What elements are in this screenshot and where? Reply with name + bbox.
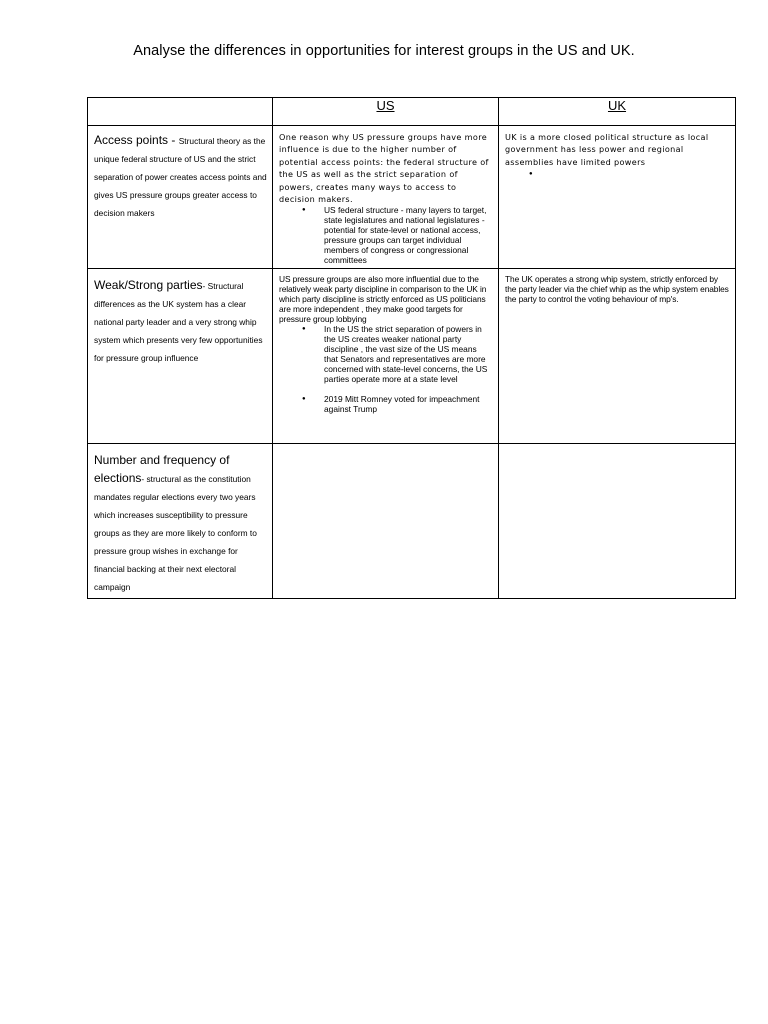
list-item: ● In the US the strict separation of powers in the US creates weaker national party discipline , the vast size of the US means that Senators and representatives are more concerned with state-level concerns, the US parties operate more at a state level <box>324 324 490 384</box>
us-text: US pressure groups are also more influential due to the relatively weak party discipline in comparison to the UK in which party discipline is strictly enforced as US politicians are more independent , they make good targets for pressure group lobbying <box>279 274 487 325</box>
table-row <box>88 269 736 444</box>
us-cell <box>273 444 499 599</box>
row-label-desc: - structural as the constitution mandates regular elections every two years which increases susceptibility to pressure groups as they are more likely to conform to pressure group wishes in exchange for financial backing at their next electoral campaign <box>94 474 257 593</box>
header-us: US <box>273 98 499 126</box>
uk-cell <box>499 444 736 599</box>
us-bullet-list <box>279 324 494 414</box>
us-text: One reason why US pressure groups have more influence is due to the higher number of potential access points: the federal structure of the US as well as the strict separation of powers, creates many ways to access to decision makers. <box>279 132 489 205</box>
row-label-desc: Structural theory as the unique federal structure of US and the strict separation of power creates access points and gives US pressure groups greater access to decision makers <box>94 136 267 218</box>
list-item <box>529 168 731 179</box>
row-label-title: Access points - <box>94 133 179 147</box>
list-item: ● US federal structure - many layers to target, state legislatures and national legislatures - potential for state-level or national access, pressure groups can target individual members of congress or congressional committees <box>324 205 490 265</box>
uk-text: The UK operates a strong whip system, strictly enforced by the party leader via the chief whip as the whip system enables the party to control the voting behaviour of mp's. <box>505 274 729 305</box>
row-label-cell <box>88 126 273 269</box>
comparison-table <box>87 97 736 599</box>
row-label-cell <box>88 269 273 444</box>
us-cell <box>273 126 499 269</box>
header-row <box>88 98 736 126</box>
us-cell <box>273 269 499 444</box>
uk-text <box>499 444 735 452</box>
us-text <box>273 444 498 452</box>
uk-bullet-list <box>505 168 731 179</box>
uk-cell <box>499 126 736 269</box>
page-title: Analyse the differences in opportunities for interest groups in the US and UK. <box>133 43 635 59</box>
row-label-cell <box>88 444 273 599</box>
header-uk: UK <box>499 98 736 126</box>
us-bullet-list <box>279 205 494 265</box>
table-row <box>88 126 736 269</box>
row-label-desc: - Structural differences as the UK system has a clear national party leader and a very strong whip system which presents very few opportunities for pressure group influence <box>94 281 263 364</box>
uk-cell <box>499 269 736 444</box>
row-label-title: Weak/Strong parties <box>94 278 203 293</box>
row-label-title: Number and frequency of elections <box>94 453 230 486</box>
uk-text: UK is a more closed political structure as local government has less power and regional assemblies have limited powers <box>505 132 709 167</box>
table-row <box>88 444 736 599</box>
header-empty <box>88 98 273 126</box>
list-item: ● 2019 Mitt Romney voted for impeachment against Trump <box>324 394 490 414</box>
